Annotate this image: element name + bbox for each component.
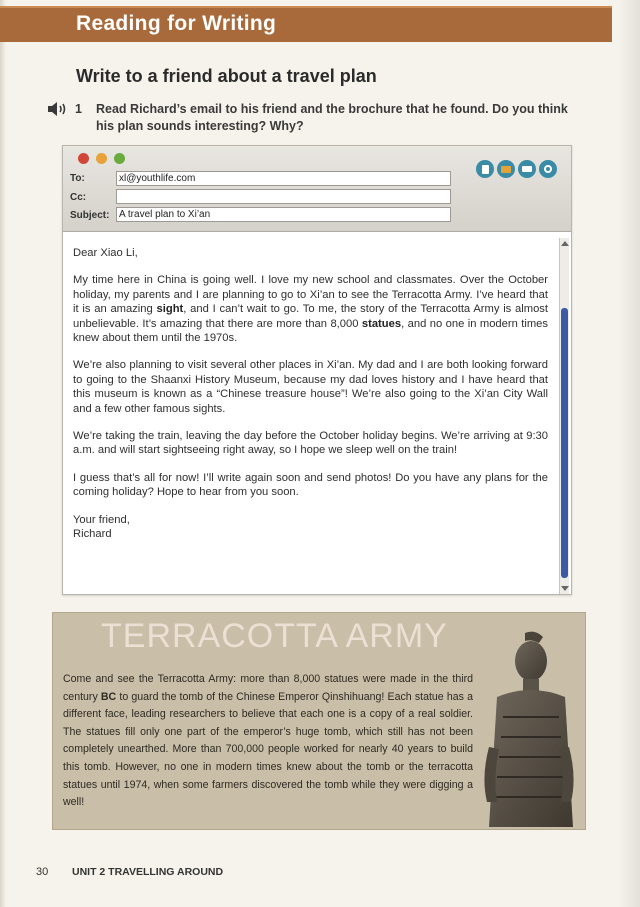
brochure-text xyxy=(63,671,473,812)
text-run: My time here in China is going well. I love my new school and classmates. Over the October holiday, my parents and I are planning to go to Xi’an to see the Terracotta Army. I’ve heard that it is an amazing xyxy=(73,274,548,316)
brochure-title: TERRACOTTA ARMY xyxy=(101,617,448,655)
email-window xyxy=(62,145,572,595)
email-closing: Your friend, xyxy=(73,513,130,526)
folder-icon[interactable] xyxy=(497,160,515,178)
email-paragraph: We’re taking the train, leaving the day before the October holiday begins. We’re arriving at 9:30 a.m. and will start sightseeing right away, so I hope we sleep well on the train! xyxy=(73,430,548,457)
banner-title: Reading for Writing xyxy=(76,12,277,35)
text-run: Come and see the Terracotta Army: more than 8,000 statues were made in the third century xyxy=(63,673,473,703)
terracotta-warrior-image xyxy=(473,627,581,827)
close-window-button[interactable] xyxy=(78,153,89,164)
unit-title: UNIT 2 TRAVELLING AROUND xyxy=(72,866,224,878)
email-paragraph xyxy=(73,273,548,345)
instruction-number: 1 xyxy=(75,102,82,116)
document-icon[interactable] xyxy=(476,160,494,178)
minimize-window-button[interactable] xyxy=(96,153,107,164)
email-greeting: Dear Xiao Li, xyxy=(73,247,138,259)
instruction-text: Read Richard’s email to his friend and the brochure that he found. Do you think his plan sounds interesting? Why? xyxy=(96,102,568,133)
to-field[interactable]: xl@youthlife.com xyxy=(116,171,451,186)
email-body xyxy=(73,246,548,542)
email-scrollbar[interactable] xyxy=(559,238,569,594)
page-binding-edge xyxy=(0,0,6,907)
text-run: , and I can’t wait to go. To me, the story of the Terracotta Army is almost unbelievable. It’s amazing that there are more than 8,000 xyxy=(73,303,549,330)
page-number: 30 xyxy=(36,866,49,878)
text-run: , and no one in modern times knew about them until the 1970s. xyxy=(73,317,548,345)
email-header xyxy=(63,146,571,232)
page-heading: Write to a friend about a travel plan xyxy=(76,66,377,86)
scroll-thumb[interactable] xyxy=(561,308,568,578)
to-label: To: xyxy=(70,173,85,184)
instruction xyxy=(48,101,568,135)
bold-word: sight xyxy=(156,303,184,316)
email-paragraph: I guess that’s all for now! I’ll write again soon and send photos! Do you have any plans for the coming holiday? Hope to hear from you soon. xyxy=(73,471,548,499)
print-icon[interactable] xyxy=(518,160,536,178)
speaker-icon[interactable] xyxy=(48,102,68,116)
section-banner xyxy=(0,6,612,42)
cc-label: Cc: xyxy=(70,192,87,203)
attach-icon[interactable] xyxy=(539,160,557,178)
cc-field[interactable] xyxy=(116,189,451,204)
subject-field[interactable]: A travel plan to Xi’an xyxy=(116,207,451,222)
subject-label: Subject: xyxy=(70,210,110,221)
email-paragraph: We’re also planning to visit several other places in Xi’an. My dad and I are both looking forward to going to the Shaanxi History Museum, because my dad loves history and I have heard that this museum is known as a “Chinese treasure house”! We’re also going to the Xi’an City Wall and a few other famous sights. xyxy=(73,359,548,415)
bold-word: BC xyxy=(100,690,117,703)
page-shadow xyxy=(618,0,640,907)
maximize-window-button[interactable] xyxy=(114,153,125,164)
bold-word: statues xyxy=(361,317,402,330)
text-run: to guard the tomb of the Chinese Emperor Qinshihuang! Each statue has a different face, leading researchers to believe that each one is a copy of a real soldier. The statues fill only one part of the emperor’s huge tomb, which still has not been completely unearthed. More than 700,000 people worked for nearly 40 years to build this tomb. However, no one in modern times knew about the tomb or the terracotta statues until 1974, when some farmers discovered the tomb while they were digging a well! xyxy=(63,690,473,809)
brochure xyxy=(52,612,586,830)
scroll-up-icon[interactable] xyxy=(561,241,569,246)
email-signature: Richard xyxy=(73,528,112,541)
scroll-down-icon[interactable] xyxy=(561,586,569,591)
